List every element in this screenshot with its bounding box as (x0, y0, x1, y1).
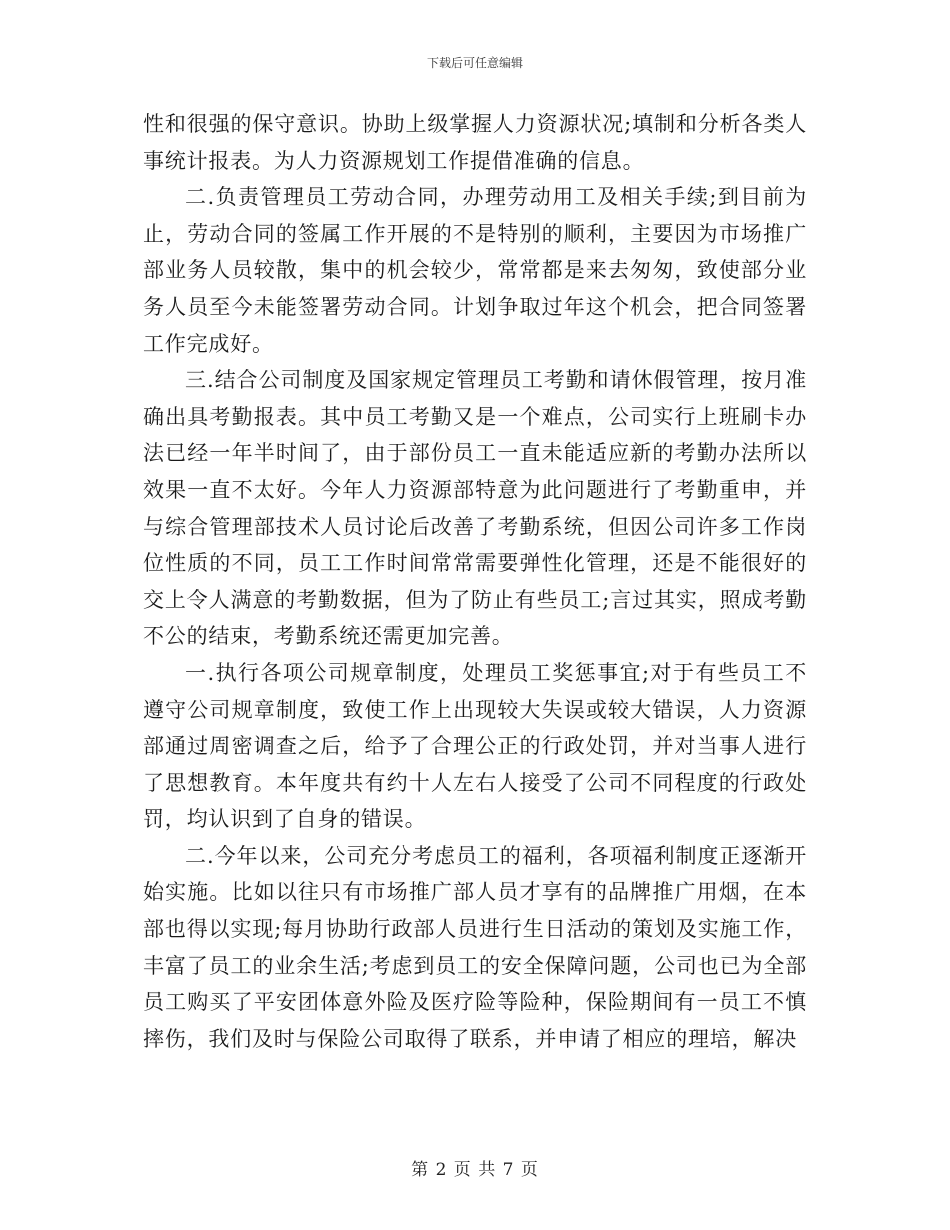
page-number-footer: 第 2 页 共 7 页 (411, 1160, 539, 1180)
document-body (143, 106, 807, 1057)
paragraph-2: 二.负责管理员工劳动合同，办理劳动用工及相关手续;到目前为止，劳动合同的签属工作开展的不是特别的顺利，主要因为市场推广部业务人员较散，集中的机会较少，常常都是来去匆匆，致使部分业务人员至今未能签署劳动合同。计划争取过年这个机会，把合同签署工作完成好。 (143, 185, 807, 356)
page-header: 下载后可任意编辑 (426, 56, 523, 70)
paragraph-1: 性和很强的保守意识。协助上级掌握人力资源状况;填制和分析各类人事统计报表。为人力资源规划工作提借准确的信息。 (143, 112, 807, 173)
paragraph-5: 二.今年以来，公司充分考虑员工的福利，各项福利制度正逐渐开始实施。比如以往只有市场推广部人员才享有的品牌推广用烟，在本部也得以实现;每月协助行政部人员进行生日活动的策划及实施工作，丰富了员工的业余生活;考虑到员工的安全保障问题，公司也已为全部员工购买了平安团体意外险及医疗险等险种，保险期间有一员工不慎摔伤，我们及时与保险公司取得了联系，并申请了相应的理培，解决 (143, 843, 807, 1051)
paragraph-4: 一.执行各项公司规章制度，处理员工奖惩事宜;对于有些员工不遵守公司规章制度，致使工作上出现较大失误或较大错误，人力资源部通过周密调查之后，给予了合理公正的行政处罚，并对当事人进行了思想教育。本年度共有约十人左右人接受了公司不同程度的行政处罚，均认识到了自身的错误。 (143, 660, 807, 832)
paragraph-3: 三.结合公司制度及国家规定管理员工考勤和请休假管理，按月准确出具考勤报表。其中员工考勤又是一个难点，公司实行上班刷卡办法已经一年半时间了，由于部份员工一直未能适应新的考勤办法所以效果一直不太好。今年人力资源部特意为此问题进行了考勤重申，并与综合管理部技术人员讨论后改善了考勤系统，但因公司许多工作岗位性质的不同，员工工作时间常常需要弹性化管理，还是不能很好的交上令人满意的考勤数据，但为了防止有些员工;言过其实，照成考勤不公的结束，考勤系统还需更加完善。 (143, 368, 807, 649)
